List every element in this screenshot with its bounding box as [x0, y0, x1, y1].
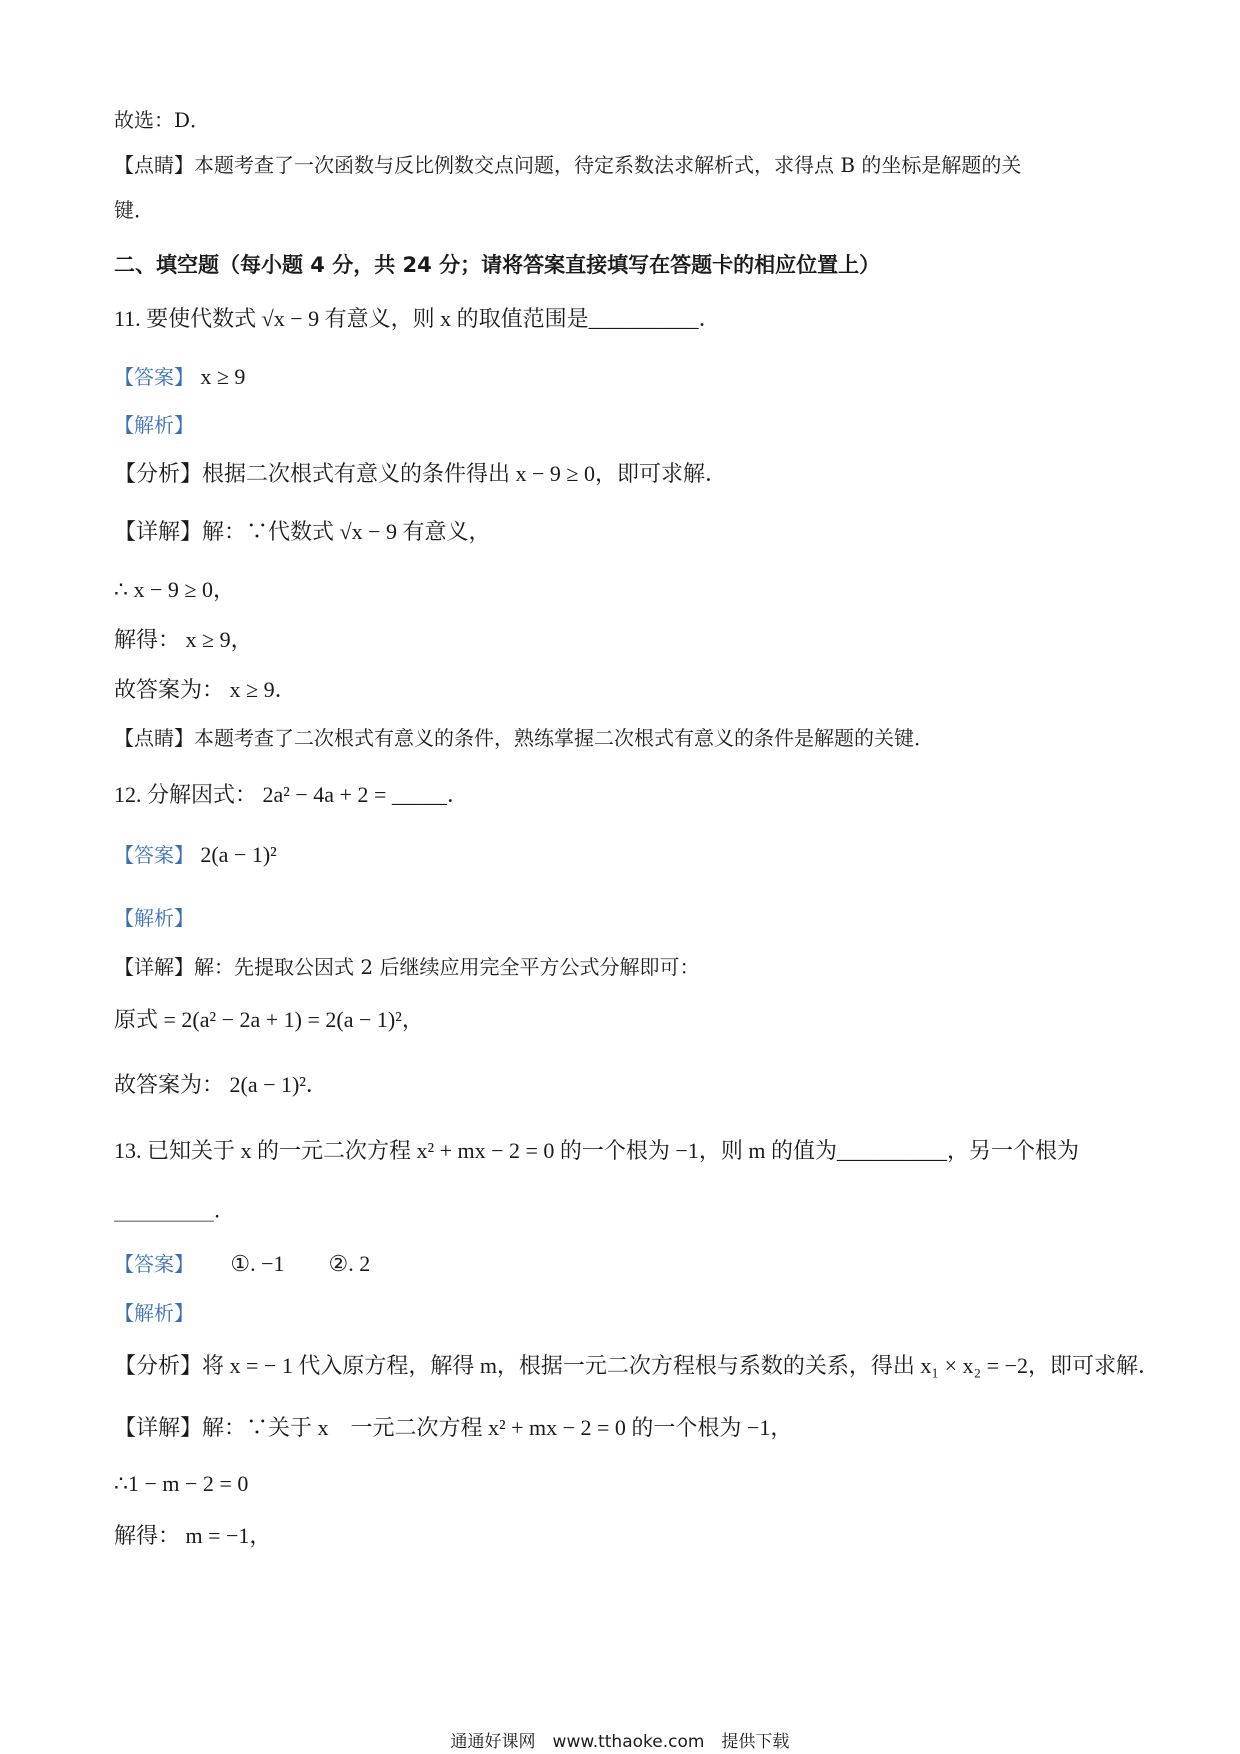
comment-line: 【点睛】本题考查了二次根式有意义的条件，熟练掌握二次根式有意义的条件是解题的关键．: [114, 726, 934, 750]
answer-value: 2(a − 1)²: [200, 842, 277, 867]
solution-step: 原式 = 2(a² − 2a + 1) = 2(a − 1)²，: [114, 1007, 424, 1032]
answer-13: [114, 1250, 370, 1278]
conclusion-line: 故选：D．: [114, 108, 211, 132]
answer-tag: 【答案】: [114, 1252, 194, 1276]
section-heading: 二、填空题（每小题 4 分，共 24 分；请将答案直接填写在答题卡的相应位置上）: [114, 253, 881, 277]
final-answer: 故答案为： 2(a − 1)²．: [114, 1072, 328, 1097]
answer-tag: 【答案】: [114, 843, 194, 867]
analysis-line: 【分析】根据二次根式有意义的条件得出 x − 9 ≥ 0，即可求解．: [114, 461, 727, 486]
solution-step: ∴1 − m − 2 = 0: [114, 1471, 249, 1496]
answer-value: x ≥ 9: [200, 364, 246, 389]
analysis-tag: 【解析】: [114, 906, 194, 930]
page-footer: 通通好课网 www.tthaoke.com 提供下载: [450, 1732, 790, 1752]
solution-line: 【详解】解：先提取公因式 2 后继续应用完全平方公式分解即可：: [114, 955, 700, 979]
question-12: 12. 分解因式： 2a² − 4a + 2 = _____．: [114, 782, 469, 807]
comment-line-end: 键．: [114, 198, 154, 222]
comment-line: 【点睛】本题考查了一次函数与反比例数交点问题，待定系数法求解析式，求得点 B 的坐标是解题的关: [114, 153, 1022, 177]
answer-12: [114, 841, 277, 869]
analysis-tag: 【解析】: [114, 1301, 194, 1325]
analysis-tag: 【解析】: [114, 413, 194, 437]
question-11: 11. 要使代数式 √x − 9 有意义，则 x 的取值范围是__________．: [114, 306, 721, 331]
answer-value: ①. −1 ②. 2: [230, 1251, 371, 1276]
question-13: 13. 已知关于 x 的一元二次方程 x² + mx − 2 = 0 的一个根为 −1，则 m 的值为__________，另一个根为: [114, 1138, 1079, 1163]
solution-line: 【详解】解：∵代数式 √x − 9 有意义，: [114, 519, 491, 544]
solution-step: 解得： m = −1，: [114, 1523, 272, 1548]
answer-11: [114, 363, 245, 391]
question-13-blank: __________．: [114, 1198, 234, 1222]
final-answer: 故答案为： x ≥ 9．: [114, 677, 297, 702]
answer-tag: 【答案】: [114, 365, 194, 389]
analysis-line: 【分析】将 x = − 1 代入原方程，解得 m，根据一元二次方程根与系数的关系，得出 x₁ × x₂ = −2，即可求解．: [114, 1353, 1160, 1378]
solution-step: 解得： x ≥ 9，: [114, 627, 253, 652]
solution-step: ∴ x − 9 ≥ 0，: [114, 577, 235, 602]
solution-line: 【详解】解：∵关于 x 一元二次方程 x² + mx − 2 = 0 的一个根为 −1，: [114, 1415, 793, 1440]
